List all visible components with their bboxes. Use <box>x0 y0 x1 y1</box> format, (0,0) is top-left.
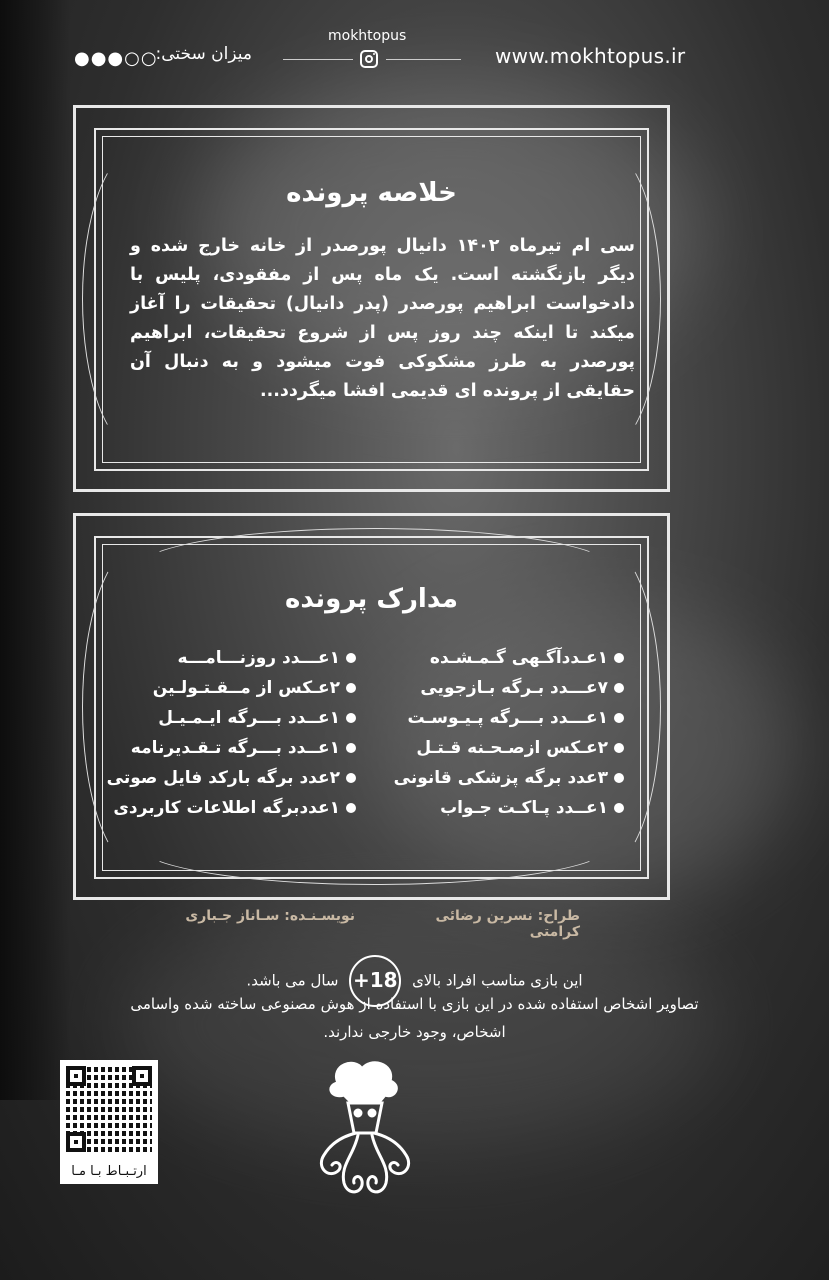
difficulty-label <box>150 44 252 64</box>
age-badge: 18+ <box>349 955 401 1007</box>
qr-finder-pattern <box>132 1066 152 1086</box>
bullet-icon <box>614 743 624 753</box>
document-item: ۷عـــدد بـرگه بـازجویی <box>402 673 624 703</box>
writer-credit: نویسـنـده: سـاناز جـباری <box>185 908 355 924</box>
document-item: ۳عدد برگه پزشکی قانونی <box>402 763 624 793</box>
documents-title: مدارک پرونده <box>285 584 458 614</box>
qr-caption: ارتـبـاط بـا مـا <box>71 1164 147 1179</box>
document-item: ۱عـددآگـهی گـمـشـده <box>402 643 624 673</box>
document-item: ۱عــدد پـاکـت جـواب <box>402 793 624 823</box>
document-item: ۱عــدد بـــرگه ایـمـیـل <box>120 703 356 733</box>
difficulty-rating: ●●●○○ <box>74 48 158 69</box>
documents-left-column <box>106 643 356 823</box>
document-item: ۱عــدد بـــرگه تـقـدیرنامه <box>120 733 356 763</box>
age-text-before: این بازی مناسب افراد بالای <box>412 971 583 990</box>
foliage-decoration <box>0 0 70 1100</box>
document-item: ۱عـــدد بـــرگه پـیـوسـت <box>402 703 624 733</box>
bullet-icon <box>614 713 624 723</box>
bullet-icon <box>346 683 356 693</box>
bullet-icon <box>614 803 624 813</box>
document-item: ۲عـکس از مــقـتـولـین <box>120 673 356 703</box>
bullet-icon <box>346 773 356 783</box>
document-item: ۲عدد برگه بارکد فایل صوتی <box>120 763 356 793</box>
bullet-icon <box>346 713 356 723</box>
bullet-icon <box>614 653 624 663</box>
divider-line <box>283 59 353 60</box>
qr-code-card[interactable] <box>60 1060 158 1184</box>
disclaimer-line: تصاویر اشخاص استفاده شده در این بازی با استفاده از هوش مصنوعی ساخته شده واسامی <box>130 995 699 1013</box>
website-link[interactable]: www.mokhtopus.ir <box>495 44 686 68</box>
top-bar <box>0 28 829 88</box>
octopus-logo-icon <box>300 1055 430 1200</box>
bullet-icon <box>346 803 356 813</box>
designer-credit: طراح: نسرین رضائی کرامتی <box>435 908 580 940</box>
qr-finder-pattern <box>66 1132 86 1152</box>
difficulty-label-text: میزان سختی: <box>155 44 252 64</box>
documents-right-column <box>393 643 624 823</box>
disclaimer-line: اشخاص، وجود خارجی ندارند. <box>323 1023 506 1041</box>
divider-line <box>386 59 461 60</box>
disclaimer <box>0 990 829 1046</box>
bullet-icon <box>346 653 356 663</box>
brand-name: mokhtopus <box>328 28 407 44</box>
bullet-icon <box>346 743 356 753</box>
summary-text: سی ام تیرماه ۱۴۰۲ دانیال پورصدر از خانه خارج شده و دیگر بازنگشته است. یک ماه پس از مفقودی، پلیس با دادخواست ابراهیم پورصدر (پدر دانیال) تحقیقات را آغاز میکند تا اینکه چند روز پس از شروع تحقیقات، ابراهیم پورصدر به طرز مشکوکی فوت میشود و به دنبال آن حقایقی از پرونده ای قدیمی افشا میگردد... <box>130 236 635 401</box>
instagram-icon[interactable] <box>360 50 378 68</box>
bullet-icon <box>614 773 624 783</box>
qr-finder-pattern <box>66 1066 86 1086</box>
document-item: ۱عددبرگه اطلاعات کاربردی <box>120 793 356 823</box>
summary-title: خلاصه پرونده <box>286 178 457 208</box>
document-item: ۱عـــدد روزنـــامـــه <box>120 643 356 673</box>
age-text-after: سال می باشد. <box>246 971 339 990</box>
document-item: ۲عـکس ازصـحـنه قـتـل <box>402 733 624 763</box>
bullet-icon <box>614 683 624 693</box>
